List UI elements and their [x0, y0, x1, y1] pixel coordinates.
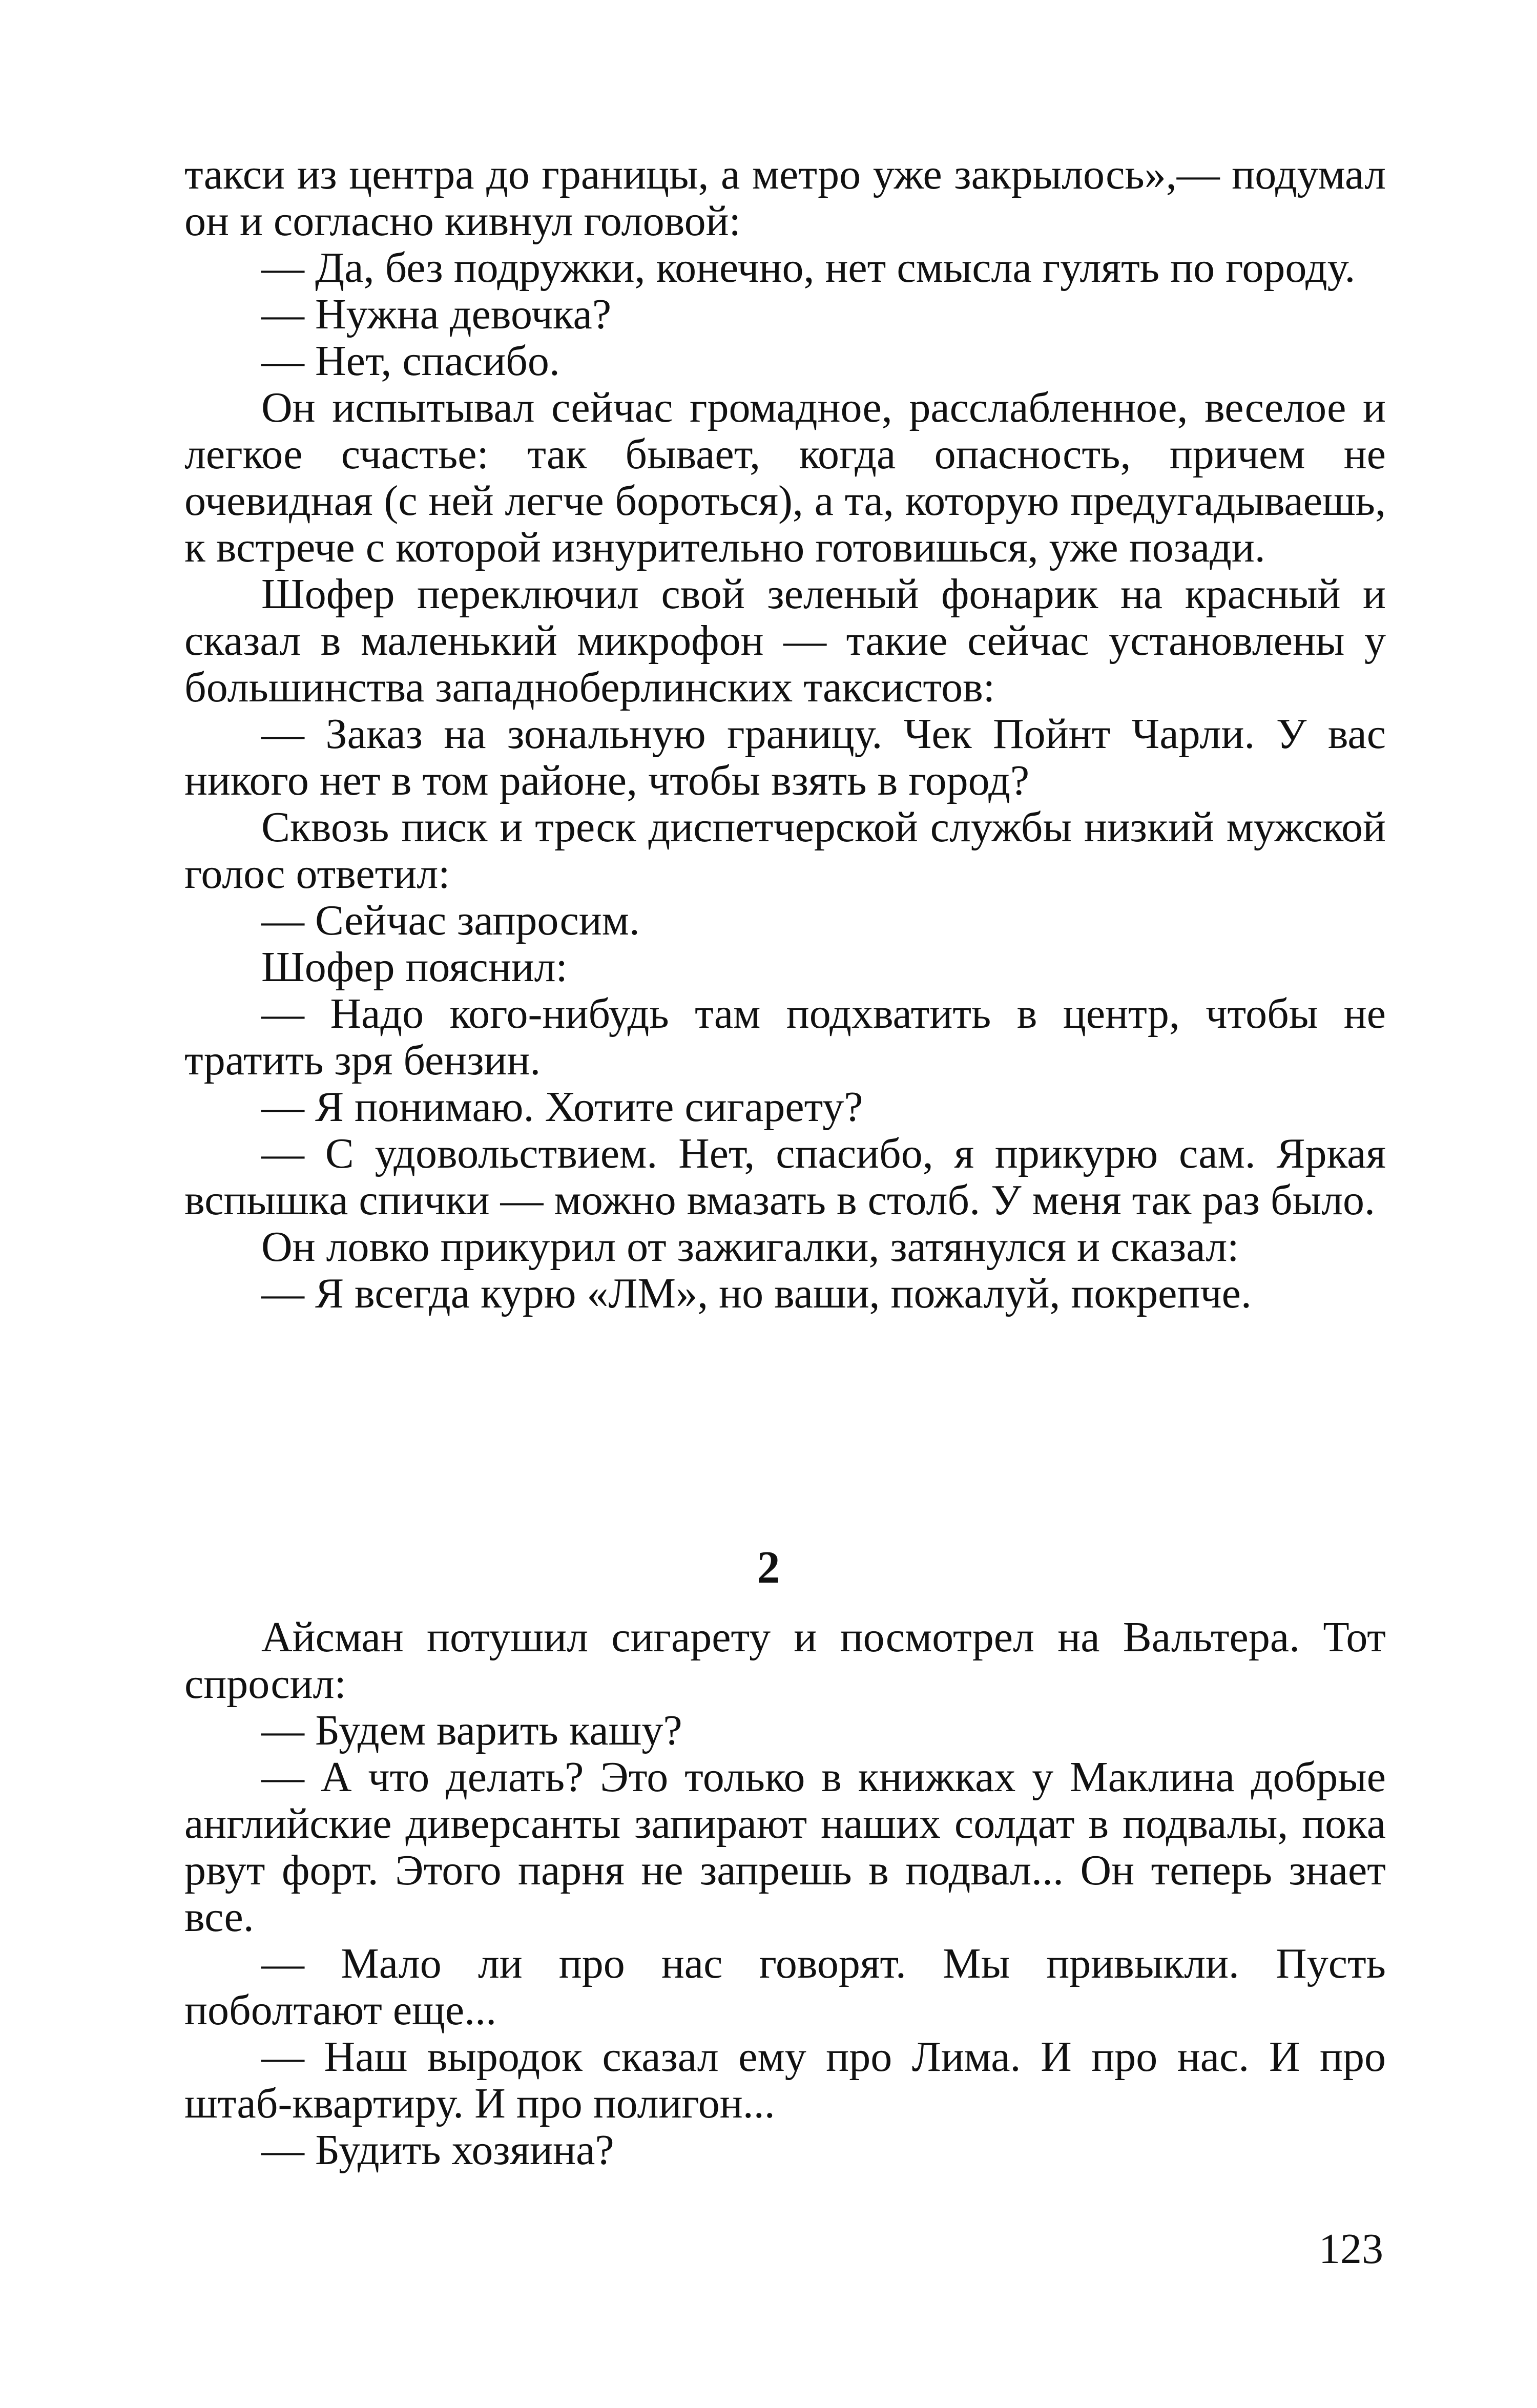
dialogue-line: — Да, без подружки, конечно, нет смысла гулять по городу.	[261, 244, 1356, 292]
text-section-2	[184, 1614, 1386, 2173]
dialogue-line: — Будить хозяина?	[261, 2126, 614, 2174]
dialogue-line: — С удовольствием. Нет, спасибо, я прикурю сам. Яркая вспышка спички — можно вмазать в столб. У меня так раз было.	[184, 1130, 1386, 1224]
page-number: 123	[1319, 2225, 1383, 2273]
dialogue-line: — А что делать? Это только в книжках у Маклина добрые английские диверсанты запирают наших солдат в подвалы, пока рвут форт. Этого парня не запрешь в подвал... Он теперь знает все.	[184, 1753, 1386, 1941]
dialogue-line: — Мало ли про нас говорят. Мы привыкли. Пусть поболтают еще...	[184, 1940, 1386, 2034]
chapter-number: 2	[757, 1542, 780, 1593]
paragraph: такси из центра до границы, а метро уже закрылось»,— подумал он и согласно кивнул головой:	[184, 151, 1386, 245]
dialogue-line: — Нужна девочка?	[261, 290, 612, 338]
dialogue-line: — Нет, спасибо.	[261, 337, 560, 385]
dialogue-line: — Наш выродок сказал ему про Лима. И про нас. И про штаб-квартиру. И про полигон...	[184, 2033, 1386, 2127]
paragraph: Сквозь писк и треск диспетчерской службы низкий мужской голос ответил:	[184, 803, 1386, 898]
dialogue-line: — Сейчас запросим.	[261, 897, 640, 944]
paragraph: Шофер пояснил:	[261, 943, 568, 991]
dialogue-line: — Надо кого-нибудь там подхватить в центр, чтобы не тратить зря бензин.	[184, 990, 1386, 1084]
dialogue-line: — Заказ на зональную границу. Чек Пойнт Чарли. У вас никого нет в том районе, чтобы взять в город?	[184, 710, 1386, 804]
paragraph: Шофер переключил свой зеленый фонарик на красный и сказал в маленький микрофон — такие сейчас установлены у большинства западноберлинских таксистов:	[184, 570, 1386, 711]
dialogue-line: — Я всегда курю «ЛМ», но ваши, пожалуй, покрепче.	[261, 1270, 1252, 1317]
dialogue-line: — Будем варить кашу?	[261, 1707, 682, 1754]
dialogue-line: — Я понимаю. Хотите сигарету?	[261, 1083, 863, 1131]
text-section-1	[184, 151, 1386, 1317]
paragraph: Он испытывал сейчас громадное, расслабленное, веселое и легкое счастье: так бывает, когда опасность, причем не очевидная (с ней легче бороться), а та, которую предугадываешь, к встрече с которой изнурительно готовишься, уже позади.	[184, 384, 1386, 571]
paragraph: Айсман потушил сигарету и посмотрел на Вальтера. Тот спросил:	[184, 1613, 1386, 1708]
paragraph: Он ловко прикурил от зажигалки, затянулся и сказал:	[261, 1223, 1239, 1271]
